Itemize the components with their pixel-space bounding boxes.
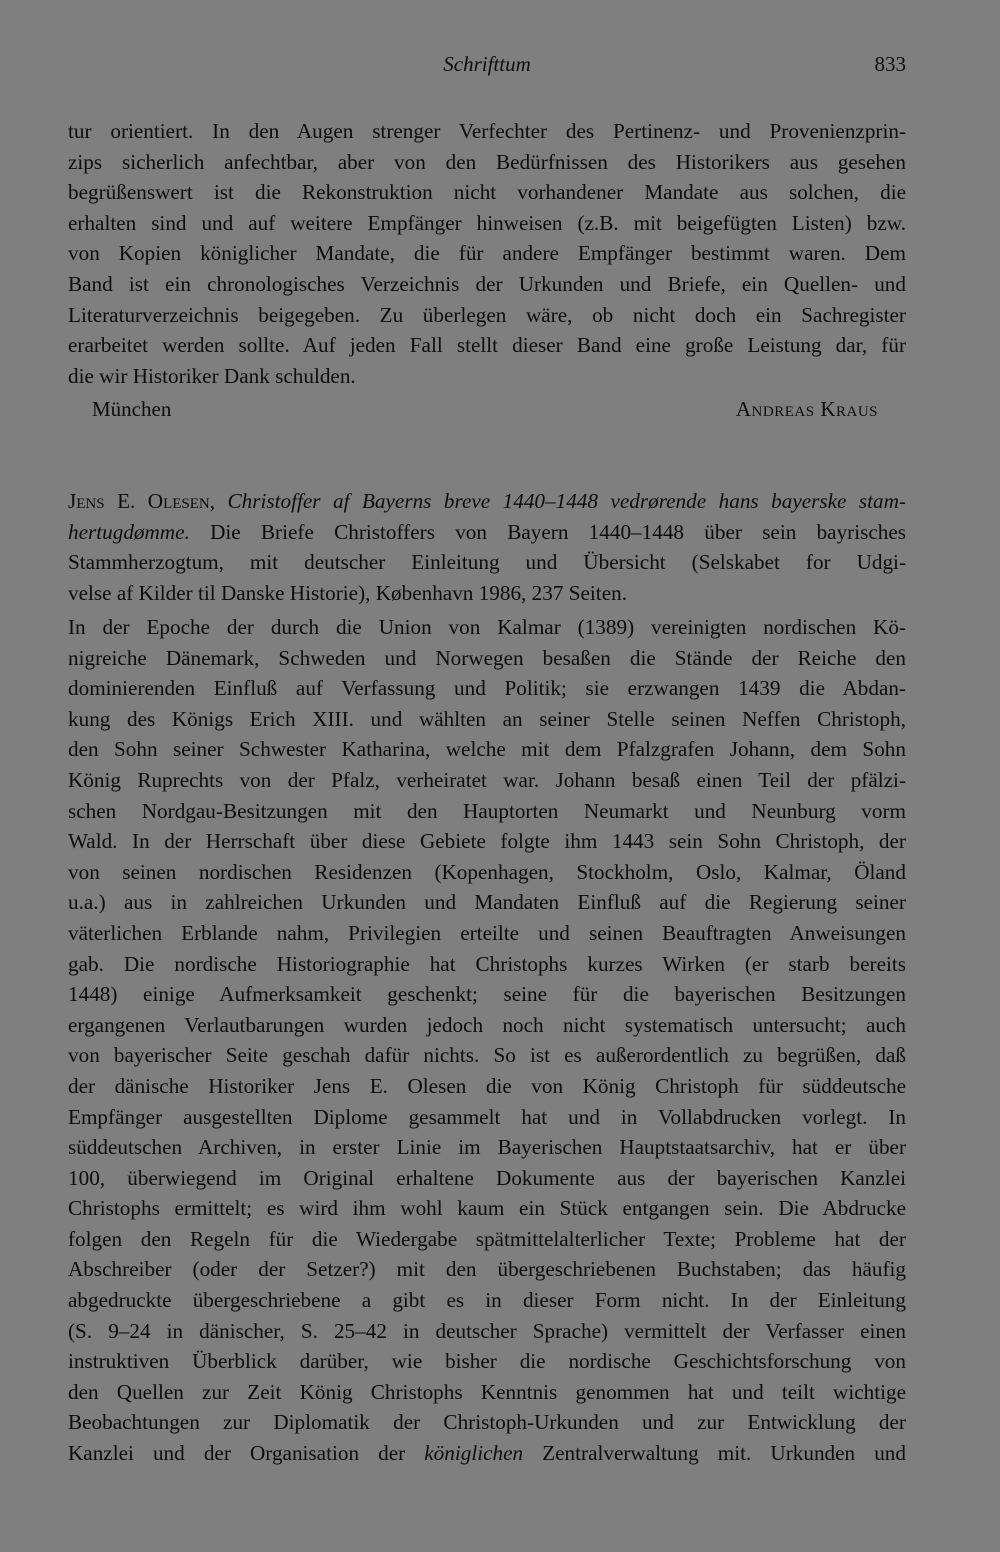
text-line: Band ist ein chronologisches Verzeichnis der Urkunden und Briefe, ein Quellen- und: [68, 271, 906, 296]
text-line: dominierenden Einfluß auf Verfassung und Politik; sie erzwangen 1439 die Abdan-: [68, 676, 906, 701]
text-line: u.a.) aus in zahlreichen Urkunden und Mandaten Einfluß auf die Regierung seiner: [68, 890, 906, 915]
text-line: süddeutschen Archiven, in erster Linie im Bayerischen Hauptstaatsarchiv, hat er über: [68, 1135, 906, 1160]
text-line: 1448) einige Aufmerksamkeit geschenkt; seine für die bayerischen Besitzungen: [68, 982, 906, 1007]
citation-line: Stammherzogtum, mit deutscher Einleitung und Übersicht (Selskabet for Udgi-: [68, 550, 906, 575]
citation-line: velse af Kilder til Danske Historie), København 1986, 237 Seiten.: [68, 580, 627, 605]
signature-place: München: [92, 397, 172, 421]
text-line: von bayerischer Seite geschah dafür nichts. So ist es außerordentlich zu begrüßen, daß: [68, 1043, 906, 1068]
text-line: folgen den Regeln für die Wiedergabe spätmittelalterlicher Texte; Probleme hat der: [68, 1226, 906, 1251]
text-line: König Ruprechts von der Pfalz, verheiratet war. Johann besaß einen Teil der pfälzi-: [68, 767, 906, 792]
citation-title: Christoffer af Bayerns breve 1440–1448 vedrørende hans bayerske stam-: [227, 489, 906, 513]
text-line: (S. 9–24 in dänischer, S. 25–42 in deutscher Sprache) vermittelt der Verfasser einen: [68, 1318, 906, 1343]
text-line: zips sicherlich anfechtbar, aber von den Bedürfnissen des Historikers aus gesehen: [68, 149, 906, 174]
text-line: abgedruckte übergeschriebene a gibt es in dieser Form nicht. In der Einleitung: [68, 1288, 906, 1313]
text-line: erhalten sind und auf weitere Empfänger hinweisen (z.B. mit beigefügten Listen) bzw.: [68, 210, 906, 235]
citation-line: [68, 517, 906, 548]
text-line: von seinen nordischen Residenzen (Kopenhagen, Stockholm, Oslo, Kalmar, Öland: [68, 859, 906, 884]
citation-title-cont: hertugdømme.: [68, 519, 190, 544]
text-line: instruktiven Überblick darüber, wie bisher die nordische Geschichtsforschung von: [68, 1349, 906, 1374]
text-line: gab. Die nordische Historiographie hat Christophs kurzes Wirken (er starb bereits: [68, 951, 906, 976]
text-line: 100, überwiegend im Original erhaltene Dokumente aus der bayerischen Kanzlei: [68, 1165, 906, 1190]
review-closing-paragraph: [68, 116, 906, 391]
text-line: kung des Königs Erich XIII. und wählten an seiner Stelle seinen Neffen Christoph,: [68, 706, 906, 731]
text-line: väterlichen Erblande nahm, Privilegien erteilte und seinen Beauftragten Anweisungen: [68, 920, 906, 945]
bibliographic-citation: [68, 486, 906, 608]
page-header: [68, 52, 906, 82]
text-line: Literaturverzeichnis beigegeben. Zu überlegen wäre, ob nicht doch ein Sachregister: [68, 302, 906, 327]
page-number: 833: [874, 52, 906, 76]
text-line: die wir Historiker Dank schulden.: [68, 363, 356, 388]
citation-author: Jens E. Olesen,: [68, 489, 216, 513]
citation-line: [68, 486, 906, 517]
text-line: [68, 1438, 906, 1469]
text-line: Wald. In der Herrschaft über diese Gebiete folgte ihm 1443 sein Sohn Christoph, der: [68, 829, 906, 854]
text-line: In der Epoche der durch die Union von Kalmar (1389) vereinigten nordischen Kö-: [68, 615, 906, 639]
text-line: Christophs ermittelt; es wird ihm wohl kaum ein Stück entgangen sein. Die Abdrucke: [68, 1196, 906, 1221]
text-line: Abschreiber (oder der Setzer?) mit den übergeschriebenen Buchstaben; das häufig: [68, 1257, 906, 1282]
text-line: Empfänger ausgestellten Diplome gesammelt hat und in Vollabdrucken vorlegt. In: [68, 1104, 906, 1129]
text-line: den Quellen zur Zeit König Christophs Kenntnis genommen hat und teilt wichtige: [68, 1379, 906, 1404]
signature-author: Andreas Kraus: [735, 397, 878, 421]
review-body-paragraph: [68, 612, 906, 1469]
citation-text: Die Briefe Christoffers von Bayern 1440–1448 über sein bayrisches: [189, 519, 906, 544]
text-line: Beobachtungen zur Diplomatik der Christoph-Urkunden und zur Entwicklung der: [68, 1410, 906, 1435]
text-line: schen Nordgau-Besitzungen mit den Hauptorten Neumarkt und Neunburg vorm: [68, 798, 906, 823]
text-line: begrüßenswert ist die Rekonstruktion nicht vorhandener Mandate aus solchen, die: [68, 180, 906, 205]
text-segment: Kanzlei und der Organisation der: [68, 1441, 425, 1466]
text-line: erarbeitet werden sollte. Auf jeden Fall stellt dieser Band eine große Leistung dar, für: [68, 333, 906, 358]
text-line: nigreiche Dänemark, Schweden und Norwegen besaßen die Stände der Reiche den: [68, 645, 906, 670]
text-line: von Kopien königlicher Mandate, die für andere Empfänger bestimmt waren. Dem: [68, 241, 906, 266]
italic-word: königlichen: [424, 1441, 524, 1466]
running-title: Schrifttum: [443, 52, 531, 76]
text-line: den Sohn seiner Schwester Katharina, welche mit dem Pfalzgrafen Johann, dem Sohn: [68, 737, 906, 762]
text-line: der dänische Historiker Jens E. Olesen die von König Christoph für süddeutsche: [68, 1073, 906, 1098]
text-line: tur orientiert. In den Augen strenger Verfechter des Pertinenz- und Provenienzprin-: [68, 119, 906, 143]
text-line: ergangenen Verlautbarungen wurden jedoch noch nicht systematisch untersucht; auch: [68, 1012, 906, 1037]
text-segment: Zentralverwaltung mit. Urkunden und: [523, 1441, 906, 1466]
